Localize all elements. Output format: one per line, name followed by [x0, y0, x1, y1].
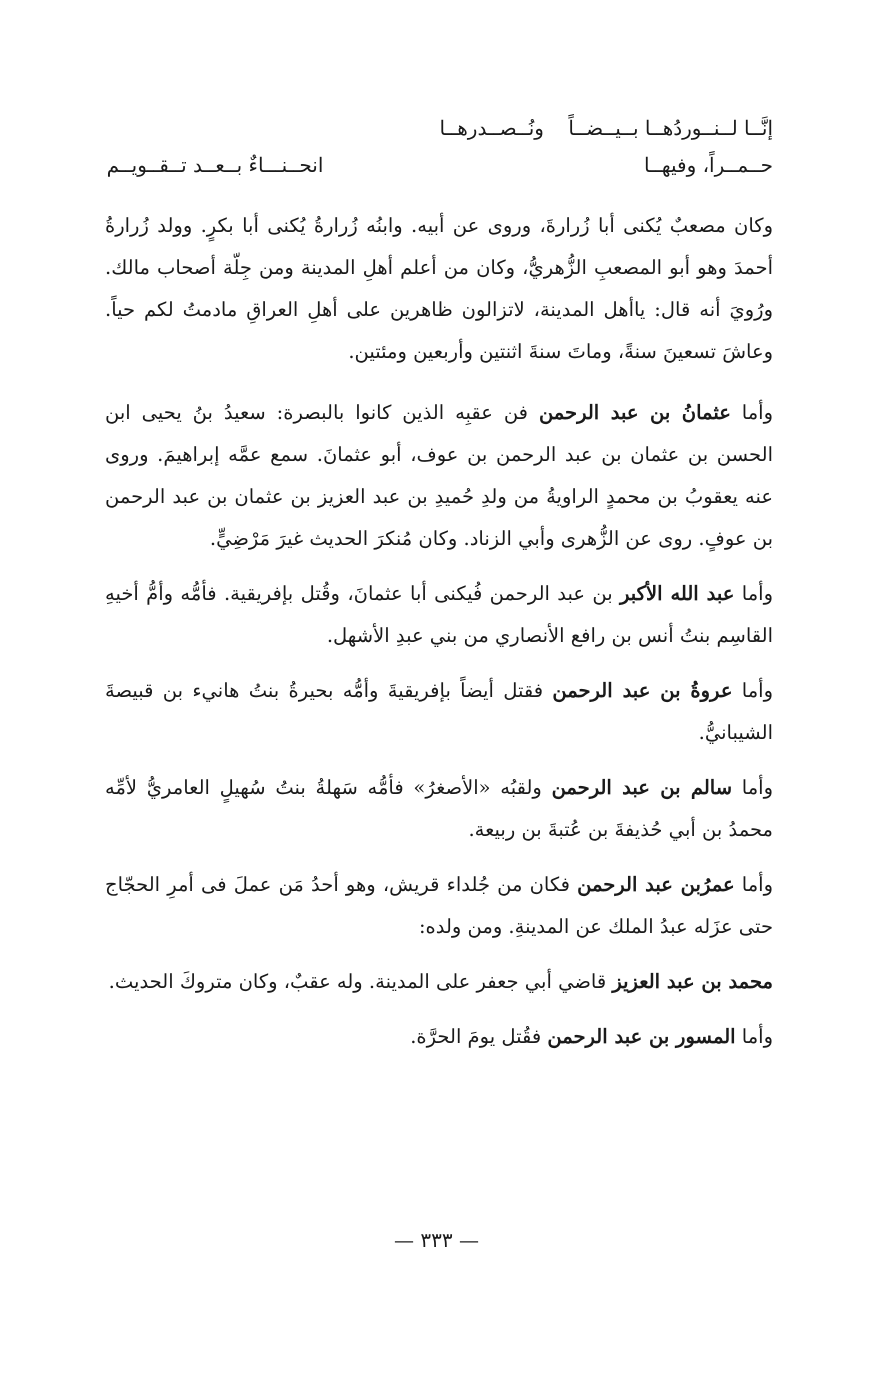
- person-name-heading: عبد الله الأكبر: [620, 582, 735, 605]
- paragraph-abdullah: [105, 573, 773, 657]
- verse-line-2: [105, 149, 773, 181]
- person-name-heading: سالم بن عبد الرحمن: [551, 776, 733, 799]
- person-name-heading: محمد بن عبد العزيز: [612, 970, 773, 993]
- paragraph-text: وأما: [734, 582, 773, 605]
- person-name-heading: عمرُبن عبد الرحمن: [577, 873, 735, 896]
- paragraph-text: وأما: [735, 1025, 773, 1048]
- page-number: — ٣٣٣ —: [394, 1228, 479, 1252]
- paragraph-musab: [105, 205, 773, 373]
- paragraph-miswar: [105, 1016, 773, 1058]
- paragraph-urwa: [105, 670, 773, 754]
- paragraph-text: بن عبد الرحمن فُيكنى أبا عثمانَ، وقُتل بإفريقية. فأمُّه وأمُّ أخيهِ القاسِم بنتُ أنس بن رافع الأنصاري من بني عبدِ الأشهل.: [105, 582, 773, 647]
- paragraph-uthman: [105, 392, 773, 560]
- verse-line-2-hemistich-b: انحــنـــاءٌ بــعــد تــقــويــم: [106, 153, 324, 177]
- paragraph-text: وأما: [734, 873, 774, 896]
- paragraph-text: وكان مصعبٌ يُكنى أبا زُرارةَ، وروى عن أبيه. وابنُه زُرارةُ يُكنى أبا بكرٍ. وولد زُرارةُ أحمدَ وهو أبو المصعبِ الزُّهريُّ، وكان من أعلم أهلِ المدينة ومن جِلّة أصحاب مالك. ورُويَ أنه قال: ياأهل المدينة، لاتزالون ظاهرين على أهلِ العراقِ مادمتُ لكم حياً. وعاشَ تسعينَ سنةً، وماتَ سنةَ اثنتين وأربعين ومئتين.: [105, 214, 773, 363]
- paragraph-text: وأما: [732, 679, 773, 702]
- verse-line-2-hemistich-a: حــمــراً، وفيهــا: [643, 153, 773, 177]
- paragraph-umar: [105, 864, 773, 948]
- poem-verse: [105, 95, 773, 205]
- paragraph-text: وأما: [732, 776, 773, 799]
- paragraph-muhammad: [105, 961, 773, 1003]
- paragraph-text: ولقبُه «الأصغرُ» فأمُّه سَهلةُ بنتُ سُهيلٍ العامريُّ لأمِّه محمدُ بن أبي حُذيفةَ بن عُتبةَ بن ربيعة.: [105, 776, 773, 841]
- verse-line-1-hemistich-a: إنَّــا لــنــوردُهــا بــيــضــاً: [568, 116, 773, 140]
- paragraph-text: فقتل أيضاً بإفريقيةَ وأمُّه بحيرةُ بنتُ هانيء بن قبيصةَ الشيبانيُّ.: [105, 679, 773, 744]
- paragraph-text: فكان من جُلداء قريش، وهو أحدُ مَن عملَ فى أمرِ الحجّاج حتى عزَله عبدُ الملك عن المدينةِ. ومن ولده:: [105, 873, 773, 938]
- verse-line-1: [293, 112, 773, 144]
- person-name-heading: عروةُ بن عبد الرحمن: [552, 679, 733, 702]
- paragraph-text: قاضي أبي جعفر على المدينة. وله عقبٌ، وكان متروكَ الحديث.: [108, 970, 613, 993]
- verse-line-1-hemistich-b: ونُــصــدرهــا: [439, 116, 544, 140]
- person-name-heading: عثمانُ بن عبد الرحمن: [538, 401, 731, 424]
- person-name-heading: المسور بن عبد الرحمن: [547, 1025, 736, 1048]
- paragraph-text: وأما: [730, 401, 773, 424]
- paragraph-text: فن عقبِه الذين كانوا بالبصرة: سعيدُ بنُ يحيى ابن الحسن بن عثمان بن عبد الرحمن بن عوف، أبو عثمانَ. سمع عمَّه إبراهيمَ. وروى عنه يعقوبُ بن محمدٍ الراويةُ من ولدِ حُميدِ بن عبد العزيز بن عثمان بن عبد الرحمن بن عوفٍ. روى عن الزُّهرى وأبي الزناد. وكان مُنكرَ الحديث غيرَ مَرْضِيٍّ.: [105, 401, 773, 550]
- paragraph-salim: [105, 767, 773, 851]
- paragraph-text: فقُتل يومَ الحرَّة.: [410, 1025, 548, 1048]
- page-body: [105, 95, 773, 1058]
